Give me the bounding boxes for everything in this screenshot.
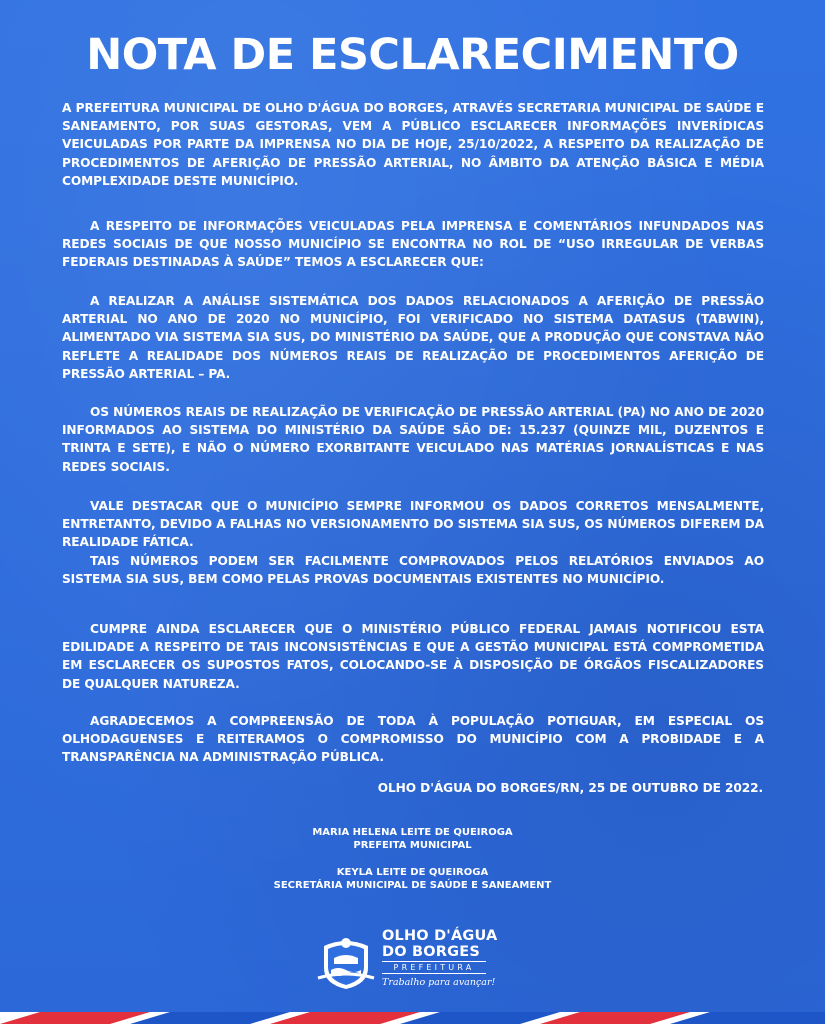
paragraph-text: AGRADECEMOS A COMPREENSÃO DE TODA À POPULAÇÃO POTIGUAR, EM ESPECIAL OS OLHODAGUENSES E REITERAMOS O COMPROMISSO DO MUNICÍPIO COM A PROBIDADE E A TRANSPARÊNCIA NA ADMINISTRAÇÃO PÚBLICA. [62,714,764,765]
logo-slogan: Trabalho para avançar! [382,977,496,988]
paragraph-text: A REALIZAR A ANÁLISE SISTEMÁTICA DOS DADOS RELACIONADOS A AFERIÇÃO DE PRESSÃO ARTERIAL NO ANO DE 2020 NO MUNICÍPIO, FOI VERIFICADO NO SISTEMA DATASUS (TABWIN), ALIMENTADO VIA SISTEMA SIA SUS, DO MINISTÉRIO DA SAÚDE, QUE A PRODUÇÃO QUE CONSTAVA NÃO REFLETE A REALIDADE DOS NÚMEROS REAIS DE REALIZAÇÃO DE PROCEDIMENTOS AFERIÇÃO DE PRESSÃO ARTERIAL – PA. [62,294,764,381]
paragraph-real-numbers [62,403,764,476]
paragraph-text: OS NÚMEROS REAIS DE REALIZAÇÃO DE VERIFICAÇÃO DE PRESSÃO ARTERIAL (PA) NO ANO DE 2020 INFORMADOS AO SISTEMA DO MINISTÉRIO DA SAÚDE SÃO DE: 15.237 (QUINZE MIL, DUZENTOS E TRINTA E SETE), E NÃO O NÚMERO EXORBITANTE VEICULADO NAS MATÉRIAS JORNALÍSTICAS E NAS REDES SOCIAIS. [62,405,764,474]
paragraph-mpf [62,620,764,693]
paragraph-text: TAIS NÚMEROS PODEM SER FACILMENTE COMPROVADOS PELOS RELATÓRIOS ENVIADOS AO SISTEMA SIA SUS, BEM COMO PELAS PROVAS DOCUMENTAIS EXISTENTES NO MUNICÍPIO. [62,553,764,586]
paragraph-analysis [62,292,764,383]
logo-line-1: OLHO D'ÁGUA [382,928,498,944]
footer-stripes [0,1012,825,1024]
signature-name: KEYLA LEITE DE QUEIROGA [336,867,489,878]
logo-wordmark [382,928,522,990]
paragraph-intro [62,99,764,190]
paragraph-highlight [62,497,764,588]
logo-line-2: DO BORGES [382,944,481,960]
signature-role: SECRETÁRIA MUNICIPAL DE SAÚDE E SANEAMENT [273,880,552,891]
paragraph-thanks [62,712,764,767]
paragraph-text: A RESPEITO DE INFORMAÇÕES VEICULADAS PELA IMPRENSA E COMENTÁRIOS INFUNDADOS NAS REDES SOCIAIS DE QUE NOSSO MUNICÍPIO SE ENCONTRA NO ROL DE “USO IRREGULAR DE VERBAS FEDERAIS DESTINADAS À SAÚDE” TEMOS A ESCLARECER QUE: [62,219,764,270]
municipal-crest-icon [316,934,376,990]
signature-role: PREFEITA MUNICIPAL [353,840,472,851]
page-title: NOTA DE ESCLARECIMENTO [86,30,739,80]
paragraph-context [62,217,764,272]
paragraph-text: CUMPRE AINDA ESCLARECER QUE O MINISTÉRIO PÚBLICO FEDERAL JAMAIS NOTIFICOU ESTA EDILIDADE A RESPEITO DE TAIS INCONSISTÊNCIAS E QUE A GESTÃO MUNICIPAL ESTÁ COMPROMETIDA EM ESCLARECER OS SUPOSTOS FATOS, COLOCANDO-SE À DISPOSIÇÃO DE ÓRGÃOS FISCALIZADORES DE QUALQUER NATUREZA. [62,622,764,691]
signature-name: MARIA HELENA LEITE DE QUEIROGA [312,827,513,838]
signature-mayor [0,826,825,852]
paragraph-text: VALE DESTACAR QUE O MUNICÍPIO SEMPRE INFORMOU OS DADOS CORRETOS MENSALMENTE, ENTRETANTO, DEVIDO A FALHAS NO VERSIONAMENTO DO SISTEMA SIA SUS, OS NÚMEROS DIFEREM DA REALIDADE FÁTICA. [62,499,764,550]
signature-secretary [0,866,825,892]
dateline: OLHO D'ÁGUA DO BORGES/RN, 25 DE OUTUBRO DE 2022. [377,781,763,795]
prefeitura-logo [316,928,516,998]
logo-line-3: PREFEITURA [382,961,486,974]
paragraph-text: A PREFEITURA MUNICIPAL DE OLHO D'ÁGUA DO BORGES, ATRAVÉS SECRETARIA MUNICIPAL DE SAÚDE E SANEAMENTO, POR SUAS GESTORAS, VEM A PÚBLICO ESCLARECER INFORMAÇÕES INVERÍDICAS VEICULADAS POR PARTE DA IMPRENSA NO DIA DE HOJE, 25/10/2022, A RESPEITO DA REALIZAÇÃO DE PROCEDIMENTOS DE AFERIÇÃO DE PRESSÃO ARTERIAL, NO ÂMBITO DA ATENÇÃO BÁSICA E MÉDIA COMPLEXIDADE DESTE MUNICÍPIO. [62,101,764,188]
